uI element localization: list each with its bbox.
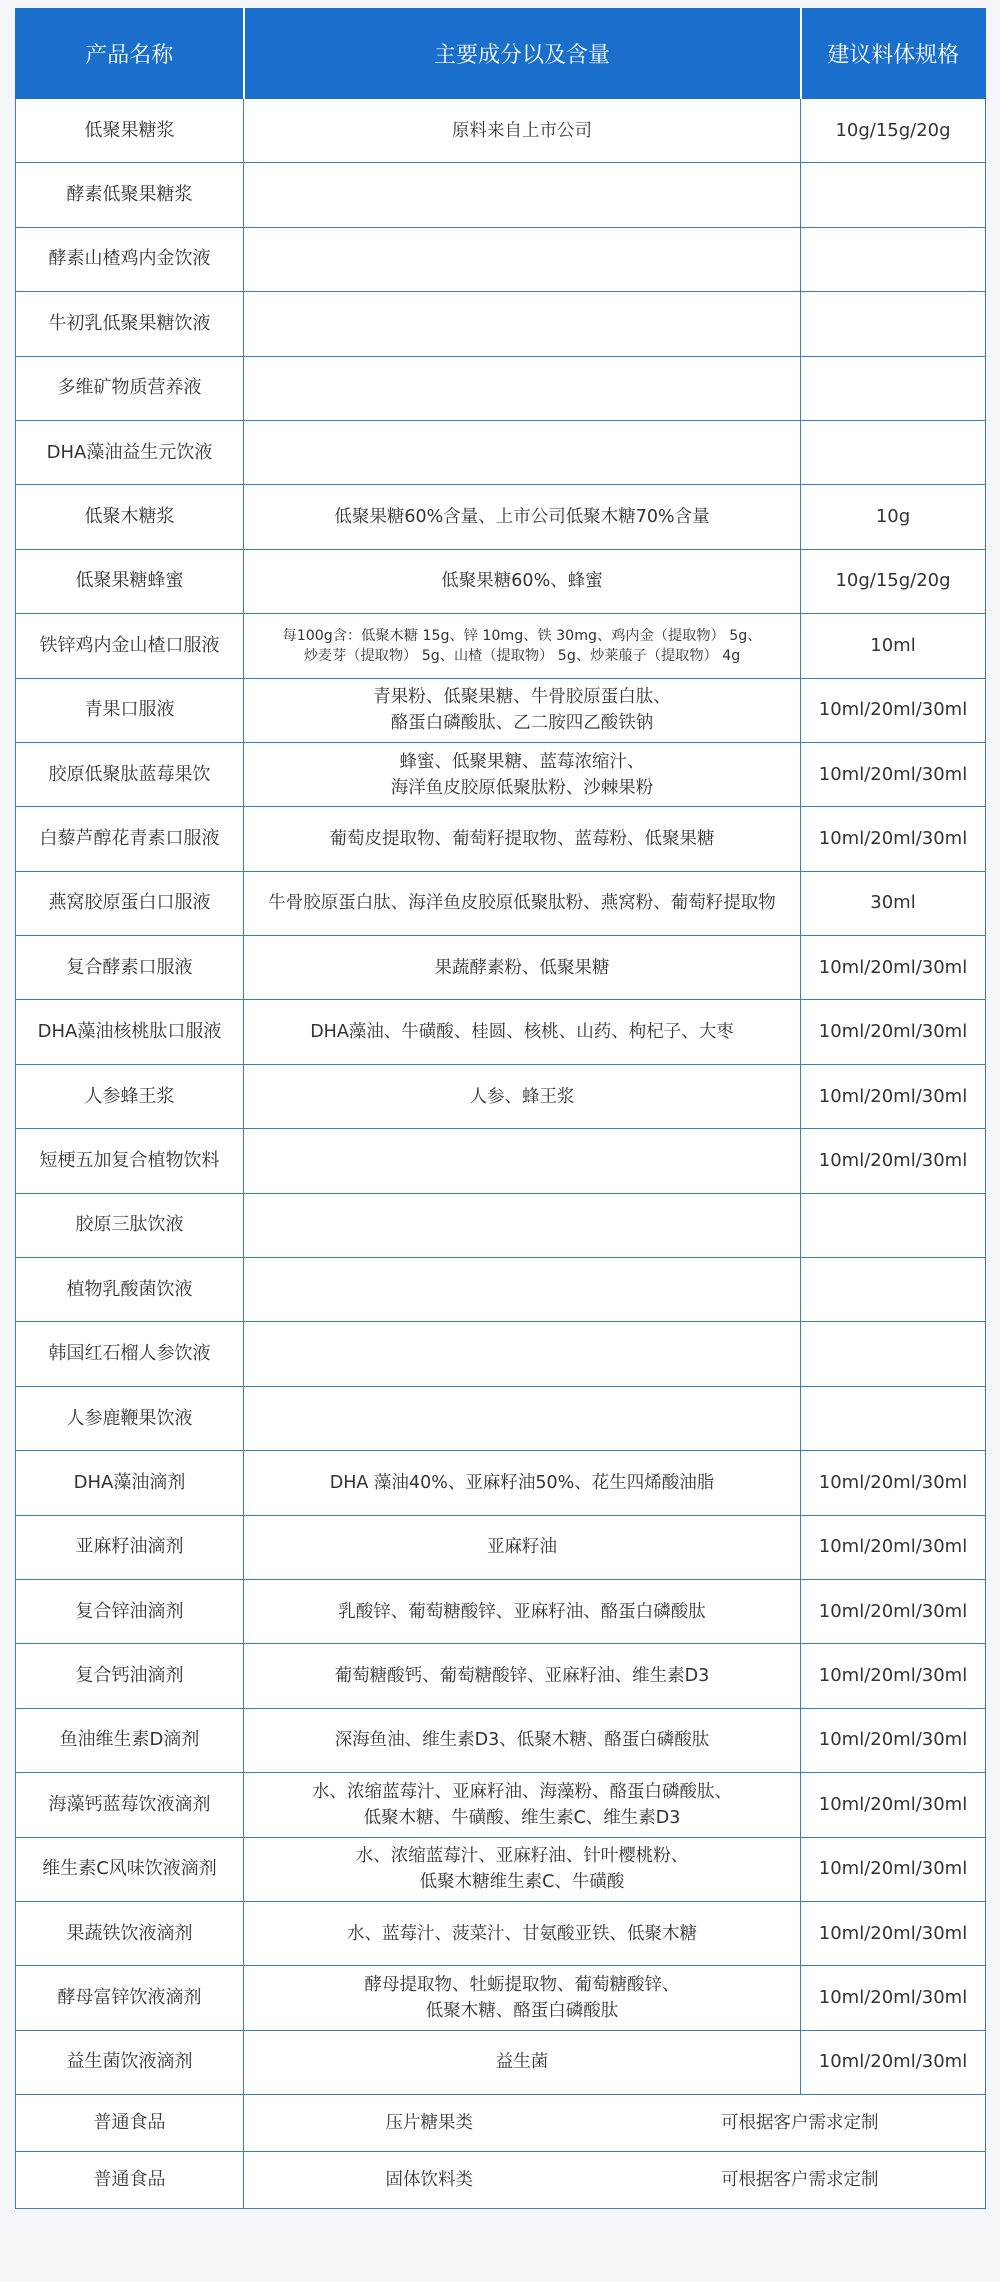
- table-row: [16, 1708, 986, 1772]
- table-row: [16, 1901, 986, 1965]
- ingredients-line: 青果粉、低聚果糖、牛骨胶原蛋白肽、: [373, 687, 671, 708]
- ingredients-cell: [244, 1386, 801, 1450]
- ingredients-line: 低聚木糖、牛磺酸、维生素C、维生素D3: [363, 1807, 681, 1828]
- spec-cell: 10ml/20ml/30ml: [801, 1451, 986, 1515]
- table-row: [16, 614, 986, 678]
- table-row: [16, 1644, 986, 1708]
- ingredients-line: 每100g含：低聚木糖 15g、锌 10mg、铁 30mg、鸡内金（提取物） 5g、: [282, 627, 762, 644]
- product-name-cell: 益生菌饮液滴剂: [16, 2030, 244, 2094]
- product-name-cell: DHA藻油益生元饮液: [16, 420, 244, 484]
- product-name-cell: 短梗五加复合植物饮料: [16, 1129, 244, 1193]
- product-name-cell: 牛初乳低聚果糖饮液: [16, 292, 244, 356]
- ingredients-cell: [244, 227, 801, 291]
- table-row: [16, 1451, 986, 1515]
- ingredients-line: 乳酸锌、葡萄糖酸锌、亚麻籽油、酪蛋白磷酸肽: [338, 1601, 706, 1622]
- spec-cell: [801, 1193, 986, 1257]
- product-name-cell: 普通食品: [16, 2095, 244, 2152]
- table-row: [16, 420, 986, 484]
- product-name-cell: 海藻钙蓝莓饮液滴剂: [16, 1773, 244, 1837]
- ingredients-cell: [244, 871, 801, 935]
- category-label: 固体饮料类: [385, 2170, 473, 2191]
- product-name-cell: 低聚木糖浆: [16, 485, 244, 549]
- spec-cell: 10ml/20ml/30ml: [801, 2030, 986, 2094]
- ingredients-cell: [244, 2030, 801, 2094]
- product-name-cell: 酵素低聚果糖浆: [16, 163, 244, 227]
- product-name-cell: DHA藻油核桃肽口服液: [16, 1000, 244, 1064]
- spec-cell: [801, 1386, 986, 1450]
- table-row: [16, 1000, 986, 1064]
- spec-cell: 10g: [801, 485, 986, 549]
- ingredients-cell: [244, 936, 801, 1000]
- ingredients-line: 低聚果糖60%、蜂蜜: [441, 571, 603, 592]
- product-name-cell: 酵母富锌饮液滴剂: [16, 1966, 244, 2030]
- product-name-cell: 酵素山楂鸡内金饮液: [16, 227, 244, 291]
- table-row: [16, 292, 986, 356]
- table-row: [16, 742, 986, 806]
- ingredients-cell: [244, 1000, 801, 1064]
- spec-cell: [801, 163, 986, 227]
- product-name-cell: 人参蜂王浆: [16, 1064, 244, 1128]
- ingredients-cell: [244, 1322, 801, 1386]
- table-row: [16, 1579, 986, 1643]
- product-name-cell: 普通食品: [16, 2152, 244, 2209]
- product-name-cell: 白藜芦醇花青素口服液: [16, 807, 244, 871]
- ingredients-cell: [244, 99, 801, 163]
- table-row: [16, 549, 986, 613]
- ingredients-line: 水、浓缩蓝莓汁、亚麻籽油、针叶樱桃粉、: [355, 1846, 689, 1867]
- table-body: [16, 99, 986, 2209]
- ingredients-line: 牛骨胶原蛋白肽、海洋鱼皮胶原低聚肽粉、燕窝粉、葡萄籽提取物: [268, 893, 776, 914]
- ingredients-cell: [244, 1515, 801, 1579]
- ingredients-cell: [244, 1258, 801, 1322]
- ingredients-line: 人参、蜂王浆: [469, 1086, 575, 1107]
- spec-cell: 10ml/20ml/30ml: [801, 1901, 986, 1965]
- product-name-cell: 鱼油维生素D滴剂: [16, 1708, 244, 1772]
- table-row: [16, 485, 986, 549]
- table-row: [16, 99, 986, 163]
- ingredients-cell: [244, 1837, 801, 1901]
- product-name-cell: 复合酵素口服液: [16, 936, 244, 1000]
- ingredients-cell: [244, 1773, 801, 1837]
- product-name-cell: 胶原三肽饮液: [16, 1193, 244, 1257]
- spec-cell: [801, 1258, 986, 1322]
- spec-cell: 10ml/20ml/30ml: [801, 1966, 986, 2030]
- spec-cell: [801, 292, 986, 356]
- ingredients-line: 葡萄糖酸钙、葡萄糖酸锌、亚麻籽油、维生素D3: [334, 1666, 710, 1687]
- spec-cell: 10ml/20ml/30ml: [801, 1837, 986, 1901]
- product-name-cell: 燕窝胶原蛋白口服液: [16, 871, 244, 935]
- table-row: [16, 807, 986, 871]
- table-row: [16, 2030, 986, 2094]
- ingredients-cell: [244, 292, 801, 356]
- ingredients-cell: [244, 742, 801, 806]
- spec-cell: 10ml/20ml/30ml: [801, 1773, 986, 1837]
- ingredients-cell: [244, 1064, 801, 1128]
- ingredients-cell: [244, 420, 801, 484]
- ingredients-cell: [244, 549, 801, 613]
- table-row: [16, 1966, 986, 2030]
- ingredients-line: 原料来自上市公司: [452, 120, 592, 141]
- ingredients-cell: [244, 678, 801, 742]
- ingredients-line: 蜂蜜、低聚果糖、蓝莓浓缩汁、: [399, 751, 645, 772]
- ingredients-line: 深海鱼油、维生素D3、低聚木糖、酪蛋白磷酸肽: [334, 1730, 710, 1751]
- ingredients-cell: [244, 614, 801, 678]
- ingredients-line: 低聚果糖60%含量、上市公司低聚木糖70%含量: [334, 507, 710, 528]
- spec-cell: 10ml/20ml/30ml: [801, 678, 986, 742]
- merged-category-cell: [244, 2152, 986, 2209]
- ingredients-line: 葡萄皮提取物、葡萄籽提取物、蓝莓粉、低聚果糖: [329, 828, 715, 849]
- ingredients-line: 低聚木糖维生素C、牛磺酸: [419, 1872, 625, 1893]
- spec-cell: 10ml/20ml/30ml: [801, 742, 986, 806]
- ingredients-line: 酪蛋白磷酸肽、乙二胺四乙酸铁钠: [390, 713, 654, 734]
- product-spec-table: [15, 8, 986, 2209]
- product-name-cell: 维生素C风味饮液滴剂: [16, 1837, 244, 1901]
- table-row: [16, 936, 986, 1000]
- product-name-cell: 胶原低聚肽蓝莓果饮: [16, 742, 244, 806]
- table-row: [16, 1064, 986, 1128]
- ingredients-line: 水、浓缩蓝莓汁、亚麻籽油、海藻粉、酪蛋白磷酸肽、: [312, 1781, 732, 1802]
- product-name-cell: 低聚果糖蜂蜜: [16, 549, 244, 613]
- spec-cell: [801, 227, 986, 291]
- merged-category-cell: [244, 2095, 986, 2152]
- spec-cell: 10g/15g/20g: [801, 99, 986, 163]
- ingredients-line: 水、蓝莓汁、菠菜汁、甘氨酸亚铁、低聚木糖: [347, 1923, 697, 1944]
- ingredients-line: 亚麻籽油: [487, 1537, 557, 1558]
- table-row: [16, 1515, 986, 1579]
- ingredients-line: 益生菌: [495, 2052, 549, 2073]
- ingredients-line: 果蔬酵素粉、低聚果糖: [434, 957, 610, 978]
- header-product-name: 产品名称: [16, 9, 244, 99]
- spec-cell: [801, 420, 986, 484]
- spec-cell: 10ml/20ml/30ml: [801, 936, 986, 1000]
- table-row: [16, 227, 986, 291]
- table-row: [16, 1258, 986, 1322]
- table-row-general-food: [16, 2095, 986, 2152]
- product-name-cell: 低聚果糖浆: [16, 99, 244, 163]
- ingredients-cell: [244, 1193, 801, 1257]
- ingredients-cell: [244, 1644, 801, 1708]
- product-name-cell: 复合钙油滴剂: [16, 1644, 244, 1708]
- spec-cell: 10ml/20ml/30ml: [801, 1708, 986, 1772]
- spec-cell: 10ml/20ml/30ml: [801, 1515, 986, 1579]
- table-row: [16, 1129, 986, 1193]
- spec-cell: [801, 356, 986, 420]
- ingredients-line: 低聚木糖、酪蛋白磷酸肽: [425, 2001, 619, 2022]
- ingredients-cell: [244, 1579, 801, 1643]
- ingredients-line: 炒麦芽（提取物） 5g、山楂（提取物） 5g、炒莱菔子（提取物） 4g: [303, 647, 741, 664]
- table-row: [16, 1773, 986, 1837]
- ingredients-cell: [244, 1129, 801, 1193]
- customization-note: 可根据客户需求定制: [721, 2113, 879, 2134]
- ingredients-line: DHA藻油、牛磺酸、桂圆、核桃、山药、枸杞子、大枣: [310, 1022, 734, 1043]
- table-row: [16, 1386, 986, 1450]
- table-row-general-food: [16, 2152, 986, 2209]
- table-row: [16, 356, 986, 420]
- header-spec: 建议料体规格: [801, 9, 986, 99]
- spec-cell: 10g/15g/20g: [801, 549, 986, 613]
- ingredients-cell: [244, 356, 801, 420]
- spec-cell: 10ml/20ml/30ml: [801, 1579, 986, 1643]
- header-ingredients: 主要成分以及含量: [244, 9, 801, 99]
- ingredients-cell: [244, 1708, 801, 1772]
- product-name-cell: 果蔬铁饮液滴剂: [16, 1901, 244, 1965]
- ingredients-cell: [244, 1901, 801, 1965]
- table-row: [16, 1193, 986, 1257]
- table-row: [16, 1322, 986, 1386]
- spec-cell: 10ml: [801, 614, 986, 678]
- customization-note: 可根据客户需求定制: [721, 2170, 879, 2191]
- category-label: 压片糖果类: [385, 2113, 473, 2134]
- ingredients-cell: [244, 1966, 801, 2030]
- table-header-row: [16, 9, 986, 99]
- spec-cell: 10ml/20ml/30ml: [801, 1000, 986, 1064]
- table-row: [16, 1837, 986, 1901]
- product-name-cell: 人参鹿鞭果饮液: [16, 1386, 244, 1450]
- ingredients-cell: [244, 807, 801, 871]
- product-name-cell: 亚麻籽油滴剂: [16, 1515, 244, 1579]
- product-name-cell: 韩国红石榴人参饮液: [16, 1322, 244, 1386]
- product-name-cell: DHA藻油滴剂: [16, 1451, 244, 1515]
- ingredients-cell: [244, 1451, 801, 1515]
- ingredients-cell: [244, 485, 801, 549]
- spec-cell: 10ml/20ml/30ml: [801, 807, 986, 871]
- table-row: [16, 871, 986, 935]
- product-table-container: [15, 8, 985, 2209]
- table-row: [16, 163, 986, 227]
- table-row: [16, 678, 986, 742]
- spec-cell: 10ml/20ml/30ml: [801, 1129, 986, 1193]
- ingredients-line: DHA 藻油40%、亚麻籽油50%、花生四烯酸油脂: [329, 1472, 715, 1493]
- product-name-cell: 青果口服液: [16, 678, 244, 742]
- ingredients-cell: [244, 163, 801, 227]
- ingredients-line: 酵母提取物、牡蛎提取物、葡萄糖酸锌、: [364, 1975, 680, 1996]
- spec-cell: 10ml/20ml/30ml: [801, 1064, 986, 1128]
- spec-cell: 30ml: [801, 871, 986, 935]
- ingredients-line: 海洋鱼皮胶原低聚肽粉、沙棘果粉: [390, 777, 654, 798]
- product-name-cell: 复合锌油滴剂: [16, 1579, 244, 1643]
- product-name-cell: 多维矿物质营养液: [16, 356, 244, 420]
- product-name-cell: 铁锌鸡内金山楂口服液: [16, 614, 244, 678]
- spec-cell: [801, 1322, 986, 1386]
- spec-cell: 10ml/20ml/30ml: [801, 1644, 986, 1708]
- product-name-cell: 植物乳酸菌饮液: [16, 1258, 244, 1322]
